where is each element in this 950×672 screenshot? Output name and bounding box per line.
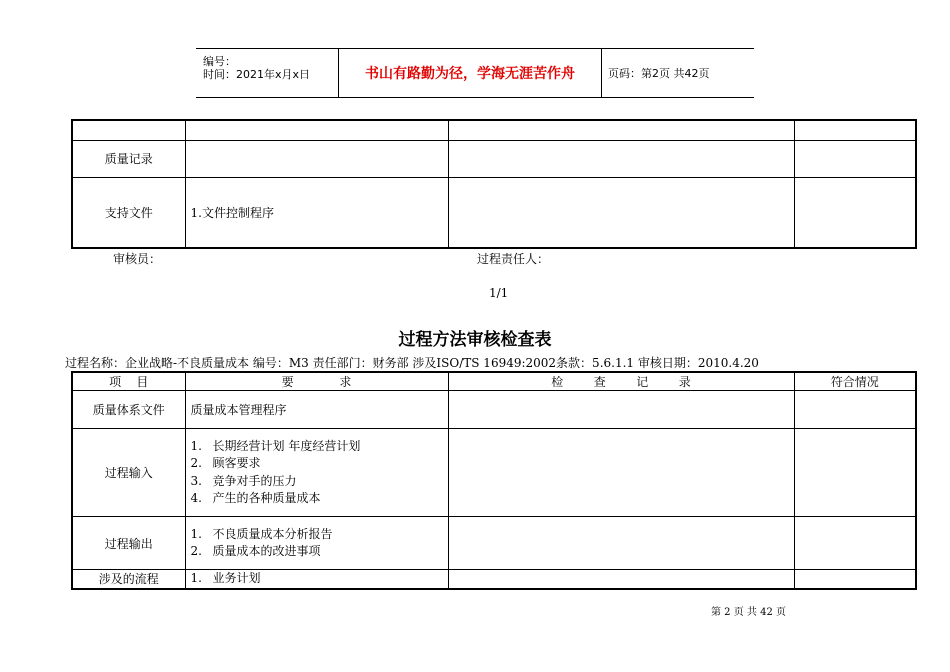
list-item [191,526,448,544]
table-row [72,429,916,517]
record-cell [448,120,794,140]
requirement-cell [185,429,448,517]
conformance-cell [794,517,916,570]
conformance-cell [794,391,916,429]
record-cell [448,140,794,177]
requirement-cell: 1.文件控制程序 [185,177,448,248]
conformance-cell [794,120,916,140]
list-text: 顾客要求 [212,456,261,470]
item-cell [72,120,185,140]
conformance-cell [794,429,916,517]
item-cell: 质量记录 [72,140,185,177]
list-item [191,438,448,456]
col-header-requirement: 要 求 [185,372,448,391]
page-title: 过程方法审核检查表 [398,330,552,350]
page-count: 1/1 [489,286,509,300]
record-cell [448,177,794,248]
list-text: 产生的各种质量成本 [212,491,321,505]
auditor-label: 审核员： [113,252,162,266]
col-header-record: 检 查 记 录 [448,372,794,391]
list-number: 2. [190,456,202,470]
document-header [196,48,754,98]
table-row [72,570,916,589]
table-row [72,120,916,140]
table-row [72,517,916,570]
time-label: 时间：2021年x月x日 [203,68,311,81]
requirement-cell: 质量成本管理程序 [185,391,448,429]
item-cell: 质量体系文件 [72,391,185,429]
record-cell [448,429,794,517]
requirement-cell [185,570,448,589]
list-item [191,543,448,561]
page-code: 页码：第2页 共42页 [608,67,710,80]
item-cell: 支持文件 [72,177,185,248]
list-number: 1. [190,526,202,541]
process-meta: 过程名称：企业战略-不良质量成本 编号：M3 责任部门：财务部 涉及ISO/TS 16949:2002条款：5.6.1.1 审核日期：2010.4.20 [65,356,759,370]
list-item [191,473,448,491]
item-cell: 过程输入 [72,429,185,517]
conformance-cell [794,177,916,248]
process-owner-label: 过程责任人： [477,252,550,266]
table-row [72,391,916,429]
record-cell [448,517,794,570]
header-row [72,372,916,391]
top-table [71,119,917,249]
table-row [72,177,916,248]
list-text: 长期经营计划 年度经营计划 [212,438,361,453]
col-header-item: 项 目 [72,372,185,391]
item-cell: 过程输出 [72,517,185,570]
conformance-cell [794,140,916,177]
list-text: 质量成本的改进事项 [212,544,321,558]
number-label: 编号： [203,55,236,68]
conformance-cell [794,570,916,589]
requirement-list [191,526,448,561]
header-meta-cell [196,49,339,97]
list-number: 1. [190,438,202,453]
requirement-cell [185,140,448,177]
list-item [191,455,448,473]
list-number: 4. [190,491,202,505]
record-cell [448,391,794,429]
requirement-cell [185,517,448,570]
page-footer: 第 2 页 共 42 页 [711,607,786,618]
audit-checklist-table [71,371,917,590]
list-text: 业务计划 [212,571,261,585]
col-header-conformance: 符合情况 [794,372,916,391]
list-item [191,570,448,588]
item-cell: 涉及的流程 [72,570,185,589]
list-item [191,490,448,508]
table-row [72,140,916,177]
list-number: 2. [190,544,202,558]
list-number: 1. [190,571,202,585]
motto: 书山有路勤为径，学海无涯苦作舟 [339,49,602,97]
record-cell [448,570,794,589]
list-text: 不良质量成本分析报告 [212,526,333,541]
list-number: 3. [190,473,202,488]
requirement-cell [185,120,448,140]
list-text: 竞争对手的压力 [212,473,297,488]
requirement-list [191,570,448,588]
requirement-list [191,438,448,508]
